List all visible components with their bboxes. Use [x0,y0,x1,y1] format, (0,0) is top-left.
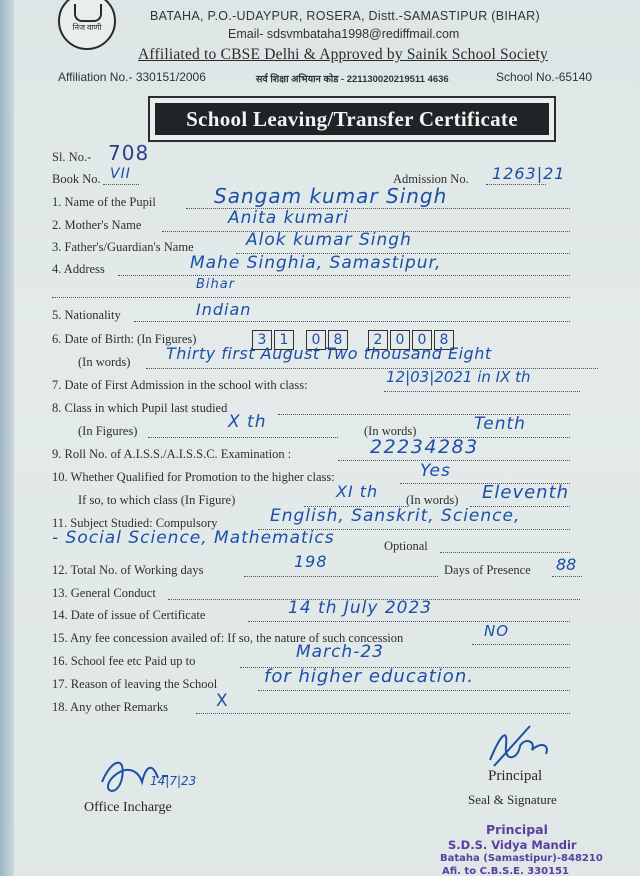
field-5-value: Indian [196,300,252,319]
field-2-value: Anita kumari [228,208,349,228]
field-9-dots [338,460,570,461]
dob-digit-2: 1 [274,330,294,350]
field-7-dots [384,391,580,392]
book-dots [103,184,139,185]
field-18-dots [196,713,570,714]
dob-digit-1: 3 [252,330,272,350]
certificate-title: School Leaving/Transfer Certificate [155,103,549,135]
admission-dots [486,184,546,185]
field-10-words-label: (In words) [406,493,459,507]
field-18-value: X [216,691,229,711]
field-8-words-label: (In words) [364,424,417,438]
affiliation-line: Affiliated to CBSE Delhi & Approved by Sainik School Society [138,46,548,63]
field-4-dots-2 [52,297,570,298]
admission-no-value: 1263|21 [492,164,566,183]
field-11-optional-dots [440,552,570,553]
field-12-dots [244,576,438,577]
book-no-label: Book No. [52,172,101,186]
field-11-value-2: - Social Science, Mathematics [52,528,335,548]
field-8-label: 8. Class in which Pupil last studied [52,401,228,415]
stamp-title: Principal [486,822,548,837]
field-10-figure-label: If so, to which class (In Figure) [78,493,236,507]
field-16-value: March-23 [296,642,384,662]
office-incharge-label: Office Incharge [84,800,172,815]
field-12-presence-dots [552,576,582,577]
field-17-label: 17. Reason of leaving the School [52,677,218,691]
field-6-words-value: Thirty first August Two thousand Eight [166,344,492,363]
field-12-label: 12. Total No. of Working days [52,563,204,577]
field-1-value: Sangam kumar Singh [214,184,448,208]
school-address: BATAHA, P.O.-UDAYPUR, ROSERA, Distt.-SAMASTIPUR (BIHAR) [150,9,540,23]
field-8-words-value: Tenth [474,414,526,434]
field-9-label: 9. Roll No. of A.I.S.S./A.I.S.S.C. Examination : [52,447,292,461]
school-logo [58,0,116,50]
title-frame [148,96,556,142]
affiliation-number: Affiliation No.- 330151/2006 [58,70,206,84]
dob-digit-5: 2 [368,330,388,350]
field-10-value: Yes [420,461,451,481]
stamp-address: Bataha (Samastipur)-848210 [440,853,603,864]
school-number: School No.-65140 [496,70,593,84]
field-15-value: NO [484,622,510,640]
logo-text: निज वाणी [72,23,102,32]
field-11-label: 11. Subject Studied: Compulsory [52,516,218,530]
field-15-dots [472,644,570,645]
field-7-label: 7. Date of First Admission in the school with class: [52,378,308,392]
field-14-label: 14. Date of issue of Certificate [52,608,206,622]
field-5-dots [134,321,570,322]
field-12-presence-label: Days of Presence [444,563,531,577]
office-sign-date: 14|7|23 [150,774,197,788]
school-email: Email- sdsvmbataha1998@rediffmail.com [228,27,460,41]
sl-no-label: Sl. No.- [52,150,92,164]
dob-digit-4: 8 [328,330,348,350]
field-4-label: 4. Address [52,262,105,276]
field-3-value: Alok kumar Singh [246,230,412,250]
dob-digit-7: 0 [412,330,432,350]
field-14-value: 14 th July 2023 [288,598,433,618]
field-10-label: 10. Whether Qualified for Promotion to the higher class: [52,470,335,484]
stamp-affiliation: Afi. to C.B.S.E. 330151 [442,866,569,876]
field-14-dots [248,621,570,622]
field-8-dots [278,414,570,415]
field-4-value: Mahe Singhia, Samastipur, [190,253,442,273]
field-12-value: 198 [294,552,328,571]
dob-digit-8: 8 [434,330,454,350]
field-9-value: 22234283 [370,436,479,458]
dob-digit-3: 0 [306,330,326,350]
field-6-label: 6. Date of Birth: (In Figures) [52,332,197,346]
principal-label: Principal [488,768,543,784]
field-8-figures-value: X th [228,412,267,432]
field-4-value-2: Bihar [196,277,236,292]
field-13-label: 13. General Conduct [52,586,156,600]
field-6-words-label: (In words) [78,355,131,369]
udise-code: सर्व शिक्षा अभियान कोड - 221130020219511 4636 [256,74,449,85]
field-8-figures-dots [148,437,338,438]
field-15-label: 15. Any fee concession availed of: If so, the nature of such concession [52,631,404,645]
field-12-presence-value: 88 [556,555,577,574]
book-icon [74,4,102,22]
field-16-label: 16. School fee etc Paid up to [52,654,196,668]
field-10-figure-value: XI th [336,482,379,501]
field-17-dots [258,690,570,691]
field-4-dots [118,275,570,276]
field-3-label: 3. Father's/Guardian's Name [52,240,194,254]
sl-no-value: 708 [108,141,150,165]
field-11-value: English, Sanskrit, Science, [270,506,521,526]
field-11-optional-label: Optional [384,539,428,553]
field-5-label: 5. Nationality [52,308,121,322]
field-17-value: for higher education. [264,666,474,687]
field-2-label: 2. Mother's Name [52,218,142,232]
dob-digit-6: 0 [390,330,410,350]
field-7-value: 12|03|2021 in IX th [386,368,531,386]
seal-signature-label: Seal & Signature [468,792,557,807]
stamp-school: S.D.S. Vidya Mandir [448,838,577,852]
field-8-figures-label: (In Figures) [78,424,138,438]
field-18-label: 18. Any other Remarks [52,700,168,714]
paper-edge [0,0,14,876]
field-1-label: 1. Name of the Pupil [52,195,156,209]
principal-signature [480,716,580,772]
book-no-value: VII [110,166,131,182]
admission-no-label: Admission No. [393,172,469,186]
field-10-words-value: Eleventh [482,482,570,503]
